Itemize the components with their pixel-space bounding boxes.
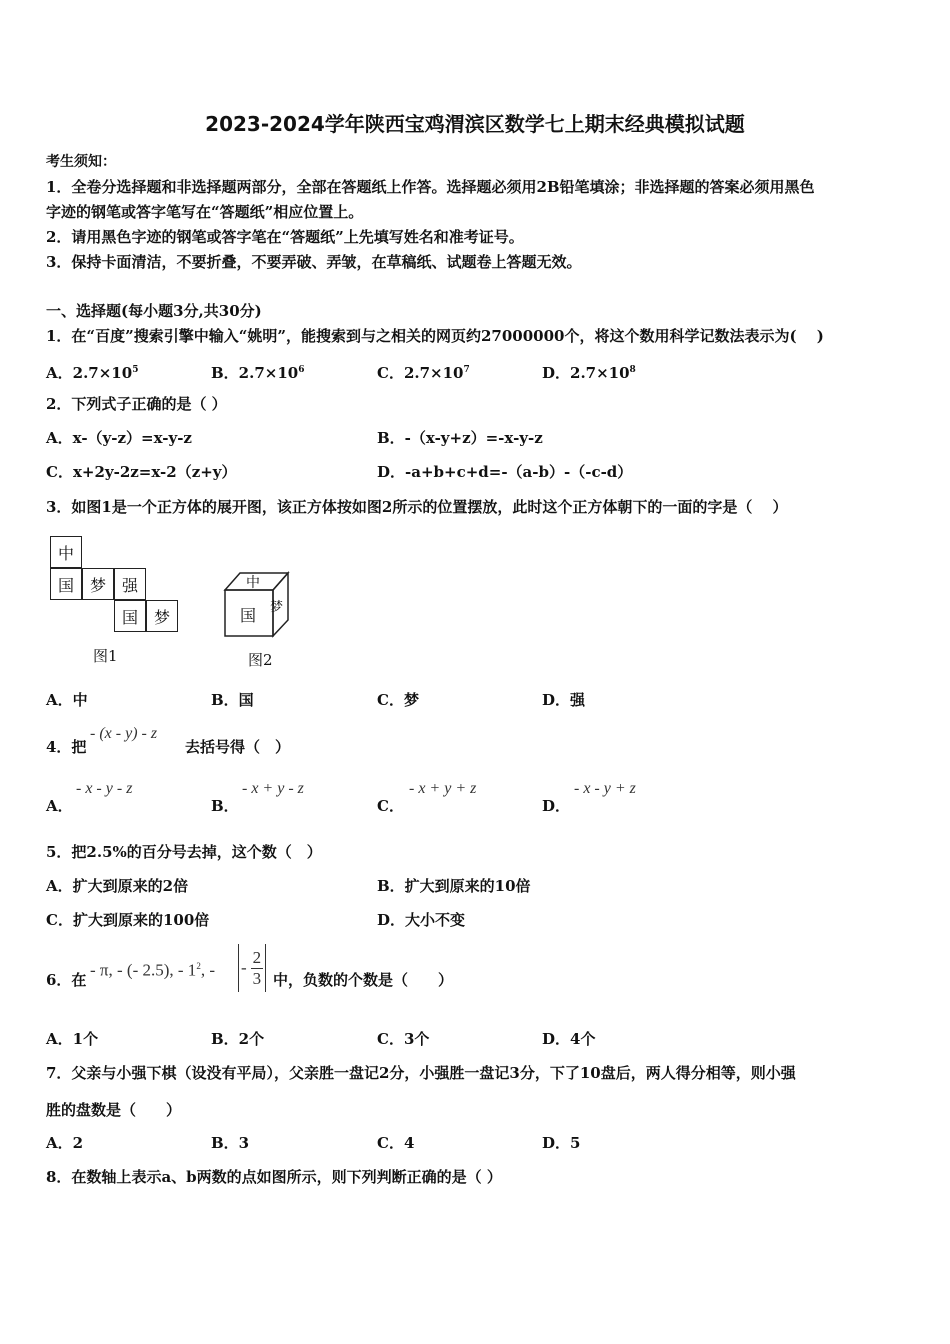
exponent: 7 [463,365,470,375]
exponent: 5 [132,365,139,375]
abs-sign: - [241,958,247,977]
q6-option-a: A．1个 [46,1030,99,1048]
q4-letter-d: D． [542,797,571,815]
q3-stem: 3．如图1是一个正方体的展开图，该正方体按如图2所示的位置摆放，此时这个正方体朝下的一面的字是（ ） [46,498,788,516]
exponent: 6 [298,365,305,375]
q1-option-d [542,360,636,383]
q6-option-b: B．2个 [211,1030,265,1048]
q7-option-d: D．5 [542,1134,581,1152]
q4-letter-a: A． [46,797,73,815]
q1-stem: 1．在“百度”搜索引擎中输入“姚明”，能搜索到与之相关的网页约27000000个，将这个数用科学记数法表示为( ) [46,327,824,345]
q5-option-c: C．扩大到原来的100倍 [46,911,210,929]
exponent: 8 [629,365,636,375]
expr-part: - π, - (- 2.5), - 1 [90,960,197,980]
expr-part: , - [200,960,215,980]
notice-line: 2．请用黑色字迹的钢笔或答字笔在“答题纸”上先填写姓名和准考证号。 [46,228,524,246]
q1-option-b [211,360,304,383]
figure-1-caption: 图1 [93,647,118,665]
option-text: B．2.7×10 [211,364,299,382]
q4-letter-b: B． [211,797,239,815]
q5-stem: 5．把2.5%的百分号去掉，这个数（ ） [46,843,322,861]
net-face: 梦 [82,568,114,600]
q4-option-d: - x - y + z [574,780,636,797]
notice-line: 3．保持卡面清洁，不要折叠，不要弄破、弄皱，在草稿纸、试题卷上答题无效。 [46,253,582,271]
q6-option-c: C．3个 [377,1030,430,1048]
exponent: 2 [196,961,201,971]
net-face: 国 [114,600,146,632]
q1-option-a [46,360,138,383]
q6-expression [90,956,215,981]
q3-option-b: B．国 [211,691,254,709]
option-text: C．2.7×10 [377,364,464,382]
option-text: D．2.7×10 [542,364,630,382]
section-heading: 一、选择题(每小题3分,共30分) [46,302,262,320]
q2-option-d: D．-a+b+c+d=-（a-b）-（-c-d） [377,463,633,481]
denominator: 3 [252,968,262,988]
q6-suffix: 中，负数的个数是（ ） [273,971,454,989]
q5-option-b: B．扩大到原来的10倍 [377,877,531,895]
numerator: 2 [252,947,262,967]
q3-option-a: A．中 [46,691,88,709]
net-face: 国 [50,568,82,600]
q2-option-a: A．x-（y-z）=x-y-z [46,429,192,447]
q7-option-b: B．3 [211,1134,250,1152]
q2-option-b: B．-（x-y+z）=-x-y-z [377,429,543,447]
q6-option-d: D．4个 [542,1030,596,1048]
q5-option-d: D．大小不变 [377,911,466,929]
q7-stem-continued: 胜的盘数是（ ） [46,1101,182,1119]
q3-option-c: C．梦 [377,691,419,709]
q6-prefix: 6．在 [46,971,87,989]
net-face: 梦 [146,600,178,632]
notice-heading: 考生须知： [46,154,116,170]
q1-option-c [377,360,470,383]
cube-top-face: 中 [246,575,260,591]
cube-side-face: 梦 [270,600,284,615]
q7-stem: 7．父亲与小强下棋（设没有平局），父亲胜一盘记2分，小强胜一盘记3分，下了10盘后，两人得分相等，则小强 [46,1064,796,1082]
fraction [251,948,264,989]
net-face: 中 [50,536,82,568]
q4-option-a: - x - y - z [76,780,133,797]
notice-line: 字迹的钢笔或答字笔写在“答题纸”相应位置上。 [46,203,364,221]
net-face: 强 [114,568,146,600]
q4-letter-c: C． [377,797,404,815]
q4-expression: - (x - y) - z [90,725,158,742]
q4-option-c: - x + y + z [409,780,477,797]
q4-option-b: - x + y - z [242,780,304,797]
q2-option-c: C．x+2y-2z=x-2（z+y） [46,463,237,481]
notice-line: 1．全卷分选择题和非选择题两部分，全部在答题纸上作答。选择题必须用2B铅笔填涂；非选择题的答案必须用黑色 [46,178,815,196]
q2-stem: 2．下列式子正确的是（ ） [46,395,227,413]
q8-stem: 8．在数轴上表示a、b两数的点如图所示，则下列判断正确的是（ ） [46,1168,502,1186]
q4-suffix: 去括号得（ ） [185,738,291,756]
option-text: A．2.7×10 [46,364,133,382]
figure-2-caption: 图2 [248,651,273,669]
q4-prefix: 4．把 [46,738,87,756]
page-title: 2023-2024学年陕西宝鸡渭滨区数学七上期末经典模拟试题 [205,112,745,136]
q7-option-a: A．2 [46,1134,84,1152]
q7-option-c: C．4 [377,1134,415,1152]
q6-absolute-value [238,944,266,992]
cube-front-face: 国 [240,606,257,625]
q3-option-d: D．强 [542,691,586,709]
q5-option-a: A．扩大到原来的2倍 [46,877,189,895]
